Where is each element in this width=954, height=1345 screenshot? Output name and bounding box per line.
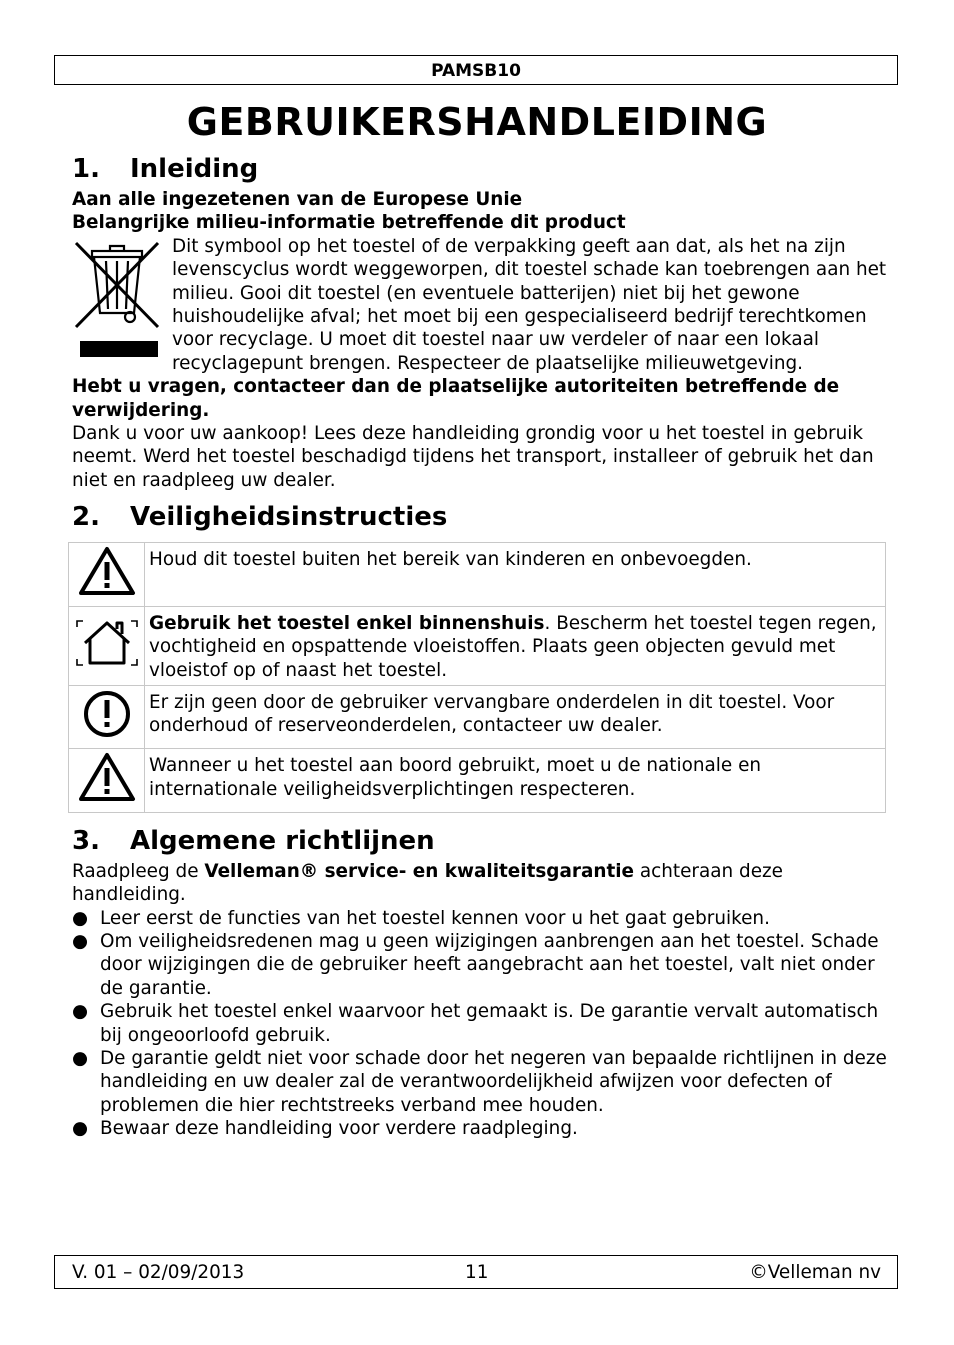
safety-row bbox=[69, 543, 886, 606]
safety-text: Wanneer u het toestel aan boord gebruikt, moet u de nationale en internationale veiligheidsverplichtingen respecteren. bbox=[149, 755, 762, 800]
bullet: ● bbox=[72, 1047, 89, 1069]
safety-row bbox=[69, 685, 886, 748]
section-3-heading bbox=[72, 822, 888, 860]
list-item bbox=[72, 1047, 888, 1117]
section-title: Veiligheidsinstructies bbox=[130, 502, 448, 533]
section-title: Algemene richtlijnen bbox=[130, 825, 435, 856]
indoor-house-icon bbox=[75, 615, 139, 671]
environment-info-heading: Belangrijke milieu-informatie betreffende dit product bbox=[72, 212, 626, 234]
section-1-heading bbox=[72, 150, 888, 188]
list-item-text: Gebruik het toestel enkel waarvoor het gemaakt is. De garantie vervalt automatisch bij ongeoorloofd gebruik. bbox=[100, 1001, 879, 1046]
header-model: PAMSB10 bbox=[54, 55, 898, 85]
guidelines-list bbox=[72, 907, 888, 1141]
safety-text: Er zijn geen door de gebruiker vervangbare onderdelen in dit toestel. Voor onderhoud of reserveonderdelen, contacteer uw dealer. bbox=[149, 691, 835, 737]
section-number: 3. bbox=[72, 825, 100, 856]
footer-copyright: ©Velleman nv bbox=[749, 1262, 881, 1283]
list-item bbox=[72, 907, 888, 930]
safety-text-cell bbox=[145, 685, 886, 748]
section-2-heading bbox=[72, 498, 888, 536]
guarantee-name: Velleman® service- en kwaliteitsgarantie bbox=[204, 860, 635, 882]
safety-table bbox=[68, 542, 886, 812]
safety-text: . Bescherm het toestel tegen regen, vochtigheid en opspattende vloeistoffen. Plaats geen objecten gevuld met vloeistof op of naast het toestel. bbox=[149, 612, 877, 681]
list-item-text: Leer eerst de functies van het toestel kennen voor u het gaat gebruiken. bbox=[100, 907, 770, 929]
weee-text: Dit symbool op het toestel of de verpakking geeft aan dat, als het na zijn levenscyclus wordt weggeworpen, dit toestel schade kan toebrengen aan het milieu. Gooi dit toestel (en eventuele batterijen) niet bij het gewone huishoudelijke afval; het moet bij een gespecialiseerd bedrijf terechtkomen voor recyclage. U moet dit toestel naar uw verdeler of naar een lokaal recyclagepunt brengen. Respecteer de plaatselijke milieuwetgeving. bbox=[172, 235, 887, 374]
intro-text: Raadpleeg de bbox=[72, 860, 205, 882]
footer-page-number: 11 bbox=[465, 1262, 489, 1283]
safety-row bbox=[69, 749, 886, 812]
document-body bbox=[72, 150, 888, 1141]
exclamation-circle-icon bbox=[82, 689, 132, 739]
bullet: ● bbox=[72, 1118, 89, 1140]
safety-text: Houd dit toestel buiten het bereik van kinderen en onbevoegden. bbox=[149, 549, 752, 571]
section-number: 2. bbox=[72, 502, 100, 533]
safety-text-cell bbox=[145, 606, 886, 685]
page-title: GEBRUIKERSHANDLEIDING bbox=[186, 100, 768, 144]
bullet: ● bbox=[72, 930, 89, 952]
weee-paragraph bbox=[72, 235, 888, 375]
safety-icon-cell bbox=[69, 606, 145, 685]
safety-icon-cell bbox=[69, 543, 145, 606]
warning-triangle-icon bbox=[78, 752, 136, 802]
bullet: ● bbox=[72, 907, 89, 929]
list-item bbox=[72, 1117, 888, 1140]
section-number: 1. bbox=[72, 154, 100, 184]
list-item-text: Bewaar deze handleiding voor verdere raadpleging. bbox=[100, 1118, 578, 1140]
list-item bbox=[72, 930, 888, 1000]
safety-icon-cell bbox=[69, 685, 145, 748]
safety-text-cell bbox=[145, 543, 886, 606]
warning-triangle-icon bbox=[78, 546, 136, 596]
crossed-out-bin-icon bbox=[72, 237, 162, 363]
page-footer bbox=[54, 1255, 898, 1289]
eu-residents-heading: Aan alle ingezetenen van de Europese Unie bbox=[72, 189, 523, 210]
list-item bbox=[72, 1000, 888, 1047]
footer-version: V. 01 – 02/09/2013 bbox=[72, 1262, 245, 1283]
thanks-paragraph: Dank u voor uw aankoop! Lees deze handleiding grondig voor u het toestel in gebruik neemt. Werd het toestel beschadigd tijdens het transport, installeer of gebruik het dan niet en raadpleeg uw dealer. bbox=[72, 423, 874, 491]
guarantee-intro bbox=[72, 860, 888, 907]
list-item-text: De garantie geldt niet voor schade door het negeren van bepaalde richtlijnen in deze handleiding en uw dealer zal de verantwoordelijkheid afwijzen voor defecten of problemen die hier rechtstreeks verband mee houden. bbox=[100, 1047, 887, 1116]
bullet: ● bbox=[72, 1001, 89, 1023]
safety-bold-text: Gebruik het toestel enkel binnenshuis bbox=[149, 612, 545, 634]
safety-icon-cell bbox=[69, 749, 145, 812]
list-item-text: Om veiligheidsredenen mag u geen wijzigingen aanbrengen aan het toestel. Schade door wijzigingen die de gebruiker heeft aangebracht aan het toestel, valt niet onder de garantie. bbox=[100, 930, 879, 999]
questions-note: Hebt u vragen, contacteer dan de plaatselijke autoriteiten betreffende de verwijdering. bbox=[72, 376, 840, 421]
safety-text-cell bbox=[145, 749, 886, 812]
safety-row bbox=[69, 606, 886, 685]
intro-text: achteraan deze handleiding. bbox=[72, 860, 783, 906]
section-title: Inleiding bbox=[130, 154, 259, 184]
